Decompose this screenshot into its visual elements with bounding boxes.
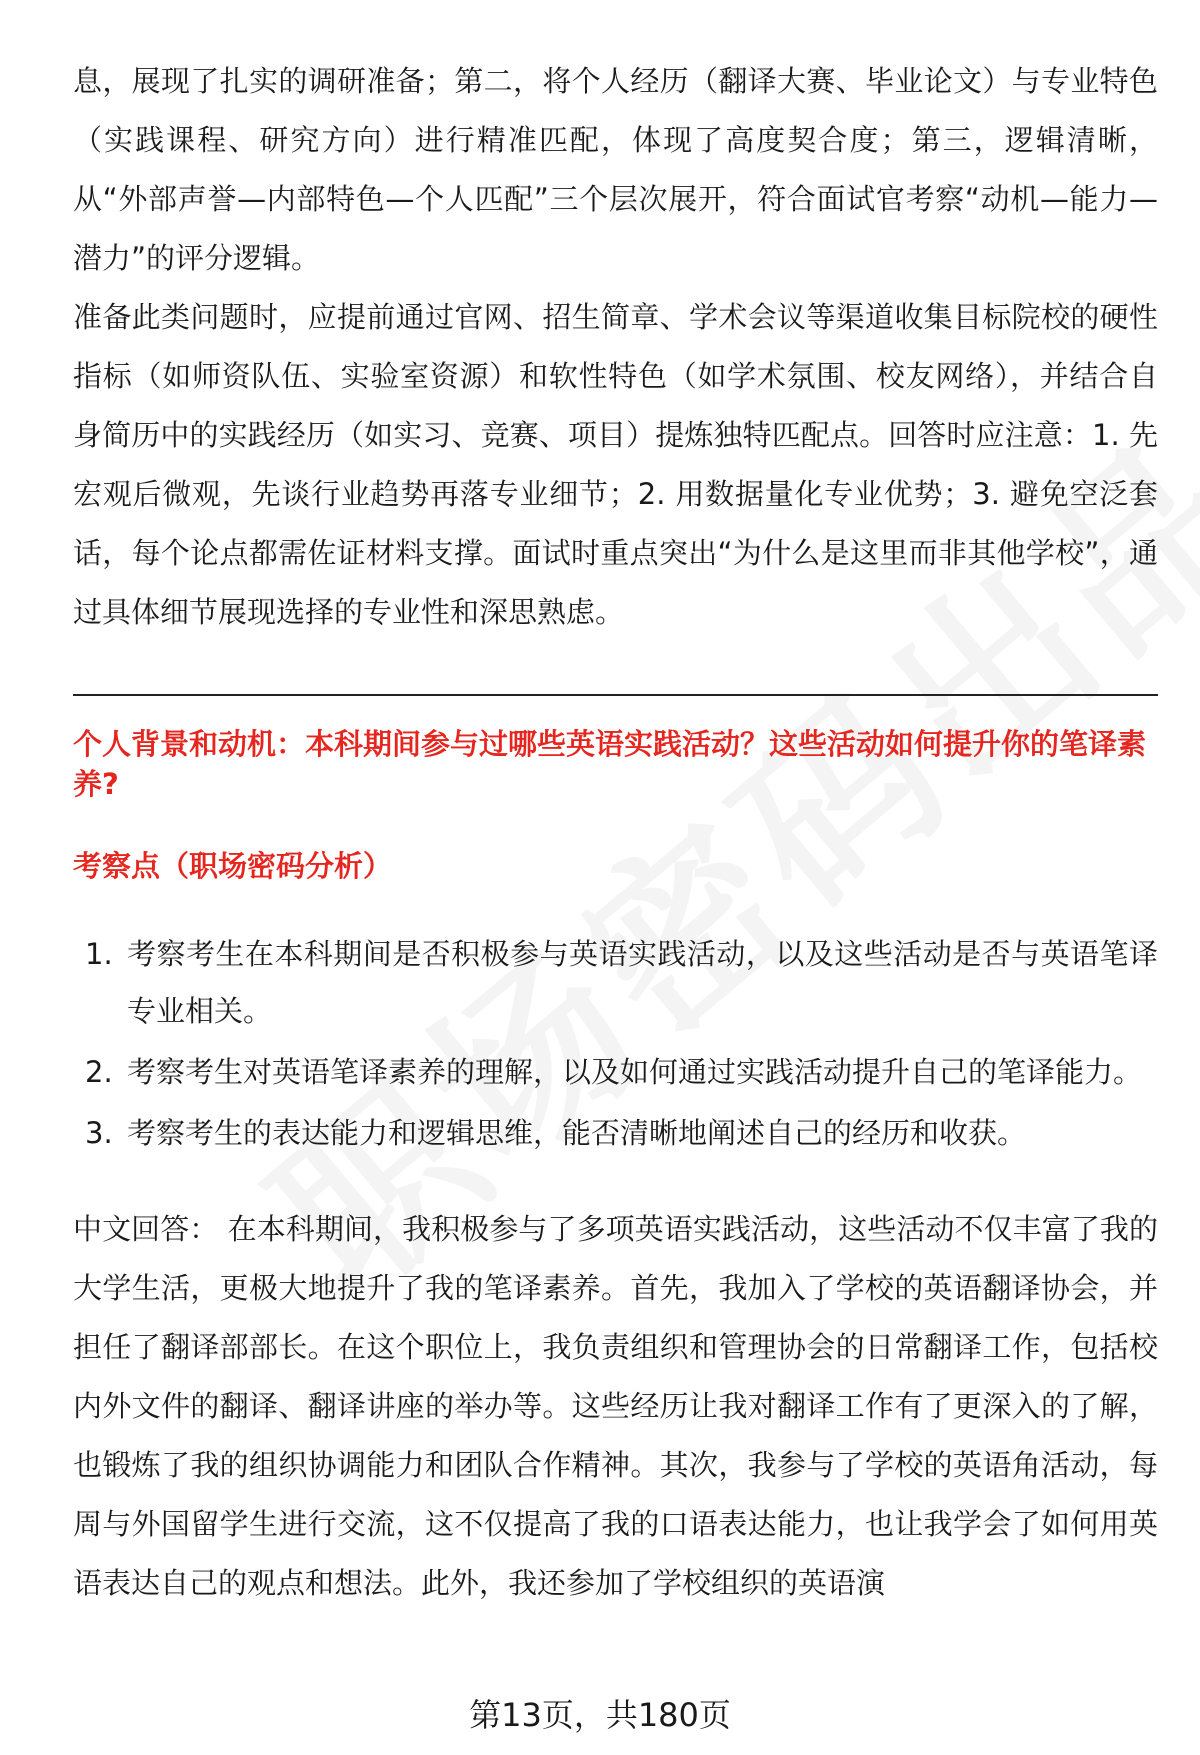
page-footer: 第13页，共180页 [469,1696,731,1734]
list-item-text: 考察考生的表达能力和逻辑思维，能否清晰地阐述自己的经历和收获。 [127,1116,1027,1150]
list-item-number: 2. [85,1055,113,1089]
answer-paragraph: 中文回答： 在本科期间，我积极参与了多项英语实践活动，这些活动不仅丰富了我的大学生活，更极大地提升了我的笔译素养。首先，我加入了学校的英语翻译协会，并担任了翻译部部长。在这个职位上，我负责组织和管理协会的日常翻译工作，包括校内外文件的翻译、翻译讲座的举办等。这些经历让我对翻译工作有了更深入的了解，也锻炼了我的组织协调能力和团队合作精神。其次，我参与了学校的英语角活动，每周与外国留学生进行交流，这不仅提高了我的口语表达能力，也让我学会了如何用英语表达自己的观点和想法。此外，我还参加了学校组织的英语演 [73,1212,1158,1600]
page-content [73,52,1158,1613]
intro-paragraph-2: 准备此类问题时，应提前通过官网、招生简章、学术会议等渠道收集目标院校的硬性指标（如师资队伍、实验室资源）和软性特色（如学术氛围、校友网络），并结合自身简历中的实践经历（如实习、竞赛、项目）提炼独特匹配点。回答时应注意：1. 先宏观后微观，先谈行业趋势再落专业细节；2. 用数据量化专业优势；3. 避免空泛套话，每个论点都需佐证材料支撑。面试时重点突出“为什么是这里而非其他学校”，通过具体细节展现选择的专业性和深思熟虑。 [73,300,1158,629]
list-item-number: 3. [85,1116,113,1150]
list-item [73,926,1158,1040]
assessment-list [73,926,1158,1162]
assessment-heading: 考察点（职场密码分析） [73,849,393,883]
list-item-text: 考察考生对英语笔译素养的理解，以及如何通过实践活动提升自己的笔译能力。 [127,1055,1143,1089]
list-item-text: 考察考生在本科期间是否积极参与英语实践活动，以及这些活动是否与英语笔译专业相关。 [127,937,1158,1028]
list-item [73,1044,1158,1101]
list-item-number: 1. [85,937,113,971]
question-title: 个人背景和动机：本科期间参与过哪些英语实践活动？这些活动如何提升你的笔译素养? [73,727,1147,801]
intro-paragraph-1: 息，展现了扎实的调研准备；第二，将个人经历（翻译大赛、毕业论文）与专业特色（实践课程、研究方向）进行精准匹配，体现了高度契合度；第三，逻辑清晰，从“外部声誉—内部特色—个人匹配”三个层次展开，符合面试官考察“动机—能力—潜力”的评分逻辑。 [73,64,1158,275]
section-divider [73,694,1158,696]
list-item [73,1105,1158,1162]
